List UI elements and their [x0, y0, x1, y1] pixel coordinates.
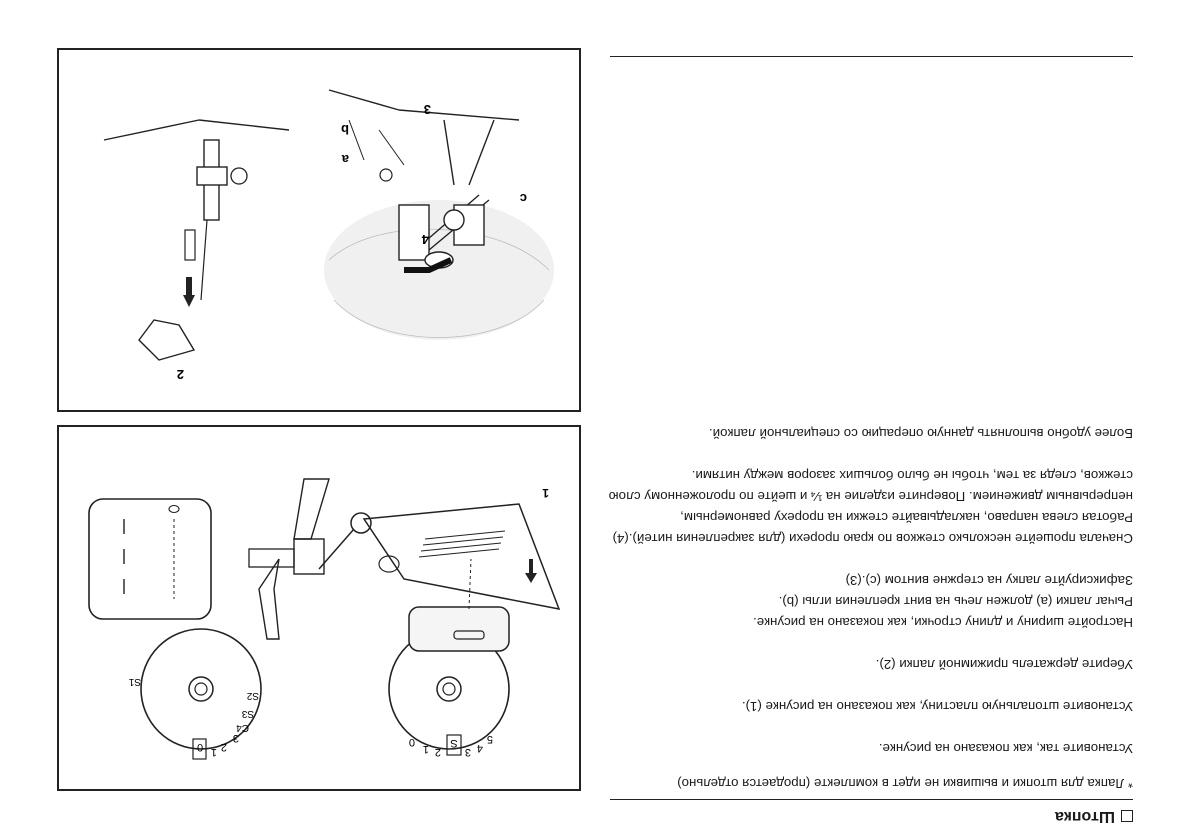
instruction-3: Уберите держатель прижимной лапки (2). — [875, 657, 1133, 672]
dial-right-2: 2 — [220, 741, 227, 753]
dial-left-num-4: 4 — [476, 742, 483, 754]
instruction-1: Установите так, как показано на рисунке. — [878, 741, 1133, 756]
section-header — [1055, 807, 1133, 825]
dial-left-num-3: 3 — [464, 746, 471, 758]
checkbox-icon — [1121, 810, 1133, 822]
dial-left-num-0: 0 — [408, 736, 415, 748]
section-title: Штопка — [1054, 808, 1115, 825]
instructions-text — [605, 423, 1133, 794]
instruction-8: Работая слева направо, накладывайте стежки на прореху равномерным, непрерывным движением. Поверните изделие на ¼ и шейте по проложенному слою стежков, следя за тем, чтобы не было больших зазоров между нитями. — [608, 468, 1133, 525]
foot-holder-removal-drawing — [104, 120, 289, 382]
instruction-6: Зафиксируйте лапку на стержне винтом (c).(3) — [845, 573, 1133, 588]
figure-settings-svg — [59, 427, 579, 789]
instruction-4: Настройте ширину и длину строчки, как показано на рисунке. — [753, 615, 1133, 630]
instruction-2: Установите штопальную пластину, как показано на рисунке (1). — [741, 699, 1133, 714]
darning-foot-part — [249, 479, 371, 639]
step-label-1: 1 — [542, 486, 549, 500]
figure-installation-svg — [59, 50, 579, 410]
foot-installation-drawing — [59, 50, 579, 410]
dial-left-num-1: 1 — [422, 743, 429, 755]
figure-panel-settings — [57, 425, 581, 791]
dial-right-1: 1 — [210, 746, 217, 758]
dial-right-s1: S1 — [128, 676, 141, 687]
instruction-7: Сначала прошейте несколько стежков по краю прорехи (для закрепления нитей).(4) — [612, 531, 1133, 546]
label-four: 4 — [421, 232, 429, 247]
section-rule-top — [610, 799, 1133, 800]
stitch-pattern-window — [89, 499, 211, 619]
dial-left-num-5: 5 — [486, 733, 493, 745]
figure-panel-installation — [57, 48, 581, 412]
dial-left-num-2: 2 — [434, 746, 441, 758]
darning-plate-illustration — [364, 486, 559, 651]
label-c: c — [519, 191, 527, 206]
note-text: * Лапка для штопки и вышивки не идет в комплекте (продается отдельно) — [677, 776, 1133, 791]
dial-right-selected: 0 — [196, 741, 204, 753]
label-a: a — [341, 152, 349, 167]
dial-right-s3: S3 — [241, 708, 254, 719]
dial-right-s2: S2 — [246, 690, 259, 701]
dial-right-3: 3 — [232, 732, 239, 744]
stitch-width-dial — [128, 629, 261, 759]
instruction-9: Более удобно выполнять данную операцию со специальной лапкой. — [708, 426, 1133, 441]
dial-left-selected: S — [450, 737, 458, 749]
label-three: 3 — [423, 102, 431, 117]
label-b: b — [341, 122, 349, 137]
dial-right-c4: C4 — [236, 722, 249, 733]
instruction-5: Рычаг лапки (a) должен лечь на винт крепления иглы (b). — [778, 594, 1133, 609]
label-two: 2 — [176, 367, 184, 382]
section-rule-bottom — [610, 56, 1133, 57]
